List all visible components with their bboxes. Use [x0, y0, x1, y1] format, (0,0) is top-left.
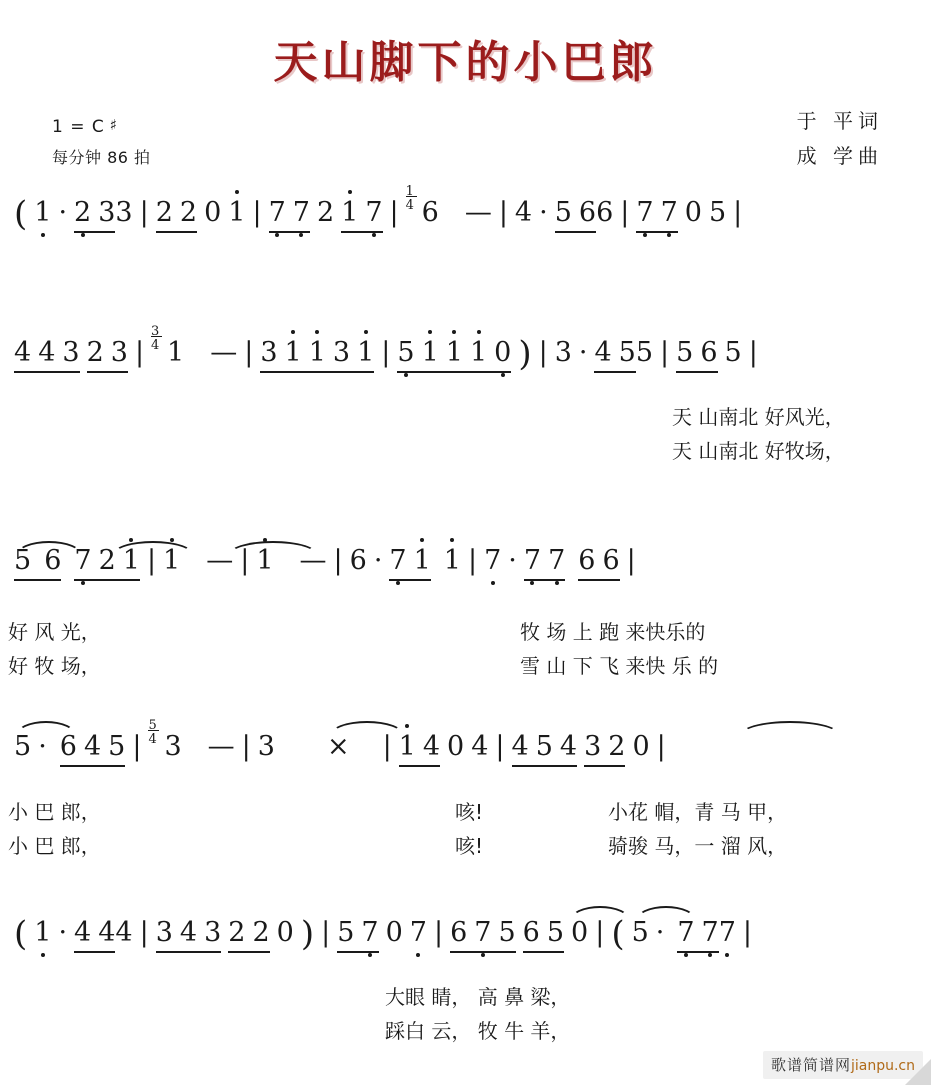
music-row-5	[0, 910, 931, 1043]
lyric-verse2-row4-b: 咳!	[455, 834, 484, 858]
lyric-verse2-row3-a: 好 牧 场，	[8, 654, 101, 678]
lyric-verse2-row5: 踩白 云， 牧 牛 羊，	[385, 1019, 571, 1043]
lyric-verse1-row3-a: 好 风 光，	[8, 620, 101, 644]
music-row-4	[0, 718, 931, 858]
lyric-verse2-row2: 天 山南北 好牧场，	[672, 439, 845, 463]
lyric-verse2-row4-c: 骑骏 马，一 溜 风，	[608, 834, 788, 858]
key-signature-line	[52, 114, 151, 140]
meter-change-1-4: $\frac{1}{4}$	[406, 191, 422, 221]
lyrics-line-3	[0, 617, 931, 678]
lyric-verse1-row4-c: 小花 帽，青 马 甲，	[608, 800, 788, 824]
lyrics-line-2	[0, 402, 931, 463]
notation-line-2: 4 4 3 2 3 | $\frac{3}{4}$ 1 — | 3 1 1 3 1 | 5 1 1 1 0 ) | 3 · 4 55 | 5 6 5 |	[14, 324, 758, 374]
watermark-label: 歌谱简谱网	[770, 1056, 851, 1074]
notation-line-5: ( 1 · 4 44 | 3 4 3 2 2 0 ) | 5 7 0 7 | 6 7 5 6 5 0 | ( 5 · 7 77 |	[0, 910, 931, 968]
lyric-verse1-row3-b: 牧 场 上 跑 来快乐的	[520, 620, 706, 644]
watermark-site: jianpu.cn	[850, 1058, 915, 1074]
music-row-1	[0, 184, 931, 248]
lyric-verse1-row5: 大眼 睛， 高 鼻 梁，	[385, 985, 571, 1009]
key-tempo-block	[52, 114, 151, 171]
key-signature: 1 = C	[52, 117, 105, 137]
composer-credit: 成 学曲	[796, 144, 883, 168]
lyric-verse1-row4-b: 咳!	[455, 800, 484, 824]
lyrics-line-5	[0, 982, 931, 1043]
site-watermark	[763, 1051, 923, 1079]
meter-change-5-4: $\frac{5}{4}$	[148, 725, 164, 755]
lyricist-credit: 于 平词	[796, 109, 883, 133]
lyric-verse2-row4-a: 小 巴 郎，	[8, 834, 101, 858]
tempo-marking: 每分钟 86 拍	[52, 148, 151, 168]
lyric-verse1-row4-a: 小 巴 郎，	[8, 800, 101, 824]
page-title: 天山脚下的小巴郎	[273, 37, 658, 88]
notation-line-4: 5 · 6 4 5 | $\frac{5}{4}$ 3 — | 3 × | 1 4 0 4 | 4 5 4 3 2 0 |	[0, 725, 931, 783]
meter-change-3-4: $\frac{3}{4}$	[151, 331, 167, 361]
page-corner-fold	[905, 1059, 931, 1085]
notation-line-1: ( 1 · 2 33 | 2 2 0 1 | 7 7 2 1 7 | $\frac{1}{4}$ 6 — | 4 · 5 66 | 7 7 0 5 |	[14, 184, 743, 234]
key-accidental: ♯	[109, 116, 119, 134]
lyric-verse1-row2: 天 山南北 好风光，	[672, 405, 845, 429]
music-row-3	[0, 545, 931, 678]
credits-block	[797, 104, 883, 174]
lyrics-line-4	[0, 797, 931, 858]
lyric-verse2-row3-b: 雪 山 下 飞 来快 乐 的	[520, 654, 719, 678]
notation-line-3: 5 6 7 2 1 | 1 — | 1 — | 6 · 7 1 1 | 7 · 7 7 6 6 |	[0, 545, 931, 603]
music-row-2	[0, 324, 931, 463]
spoken-note-x: ×	[326, 731, 350, 762]
slur-icon	[740, 721, 840, 735]
